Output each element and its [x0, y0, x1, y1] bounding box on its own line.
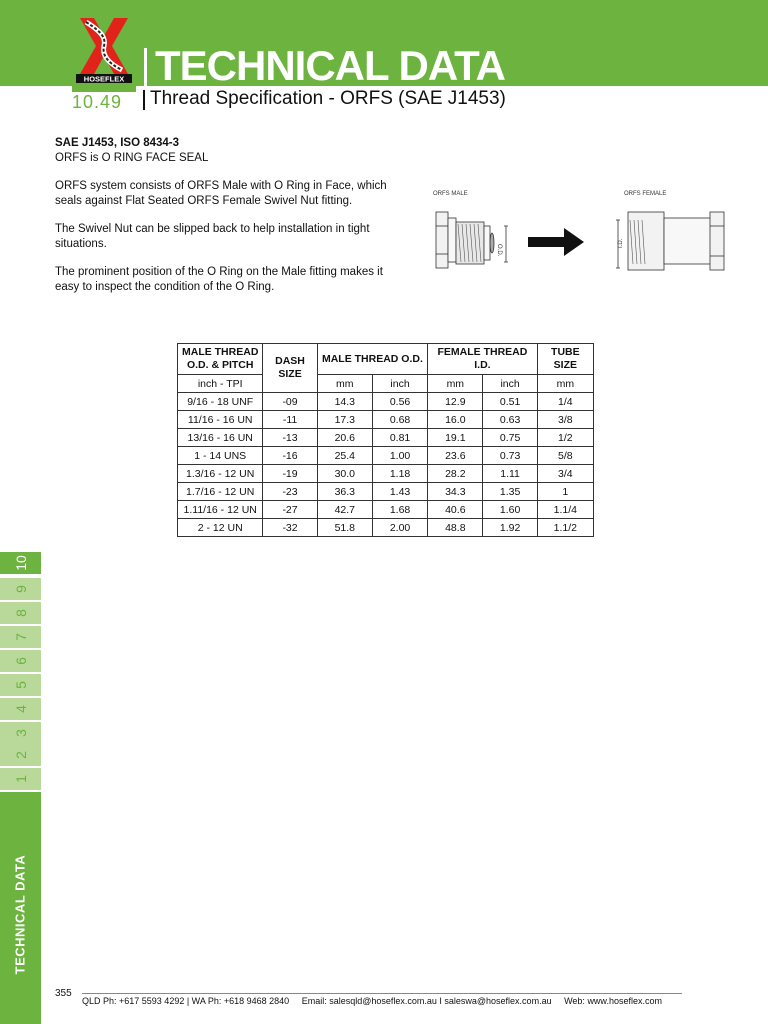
chapter-tab-7[interactable]: 7	[0, 626, 41, 648]
cell: 1.7/16 - 12 UN	[178, 483, 263, 501]
table-row	[178, 429, 594, 447]
subtitle-divider	[143, 90, 145, 110]
cell: 0.75	[483, 429, 537, 447]
cell: 1.11	[483, 465, 537, 483]
cell: 1/4	[537, 393, 593, 411]
definition-line: ORFS is O RING FACE SEAL	[55, 151, 209, 164]
cell: -16	[263, 447, 317, 465]
cell: 0.56	[372, 393, 427, 411]
cell: 19.1	[428, 429, 483, 447]
orfs-male-fitting	[436, 212, 508, 268]
cell: 48.8	[428, 519, 483, 537]
cell: 1/2	[537, 429, 593, 447]
cell: -09	[263, 393, 317, 411]
cell: -27	[263, 501, 317, 519]
cell: 42.7	[317, 501, 372, 519]
unit-cell: inch	[483, 375, 537, 393]
cell: 1.43	[372, 483, 427, 501]
cell: 3/8	[537, 411, 593, 429]
cell: -23	[263, 483, 317, 501]
orfs-diagram	[428, 186, 728, 276]
cell: -32	[263, 519, 317, 537]
cell: -11	[263, 411, 317, 429]
cell: 23.6	[428, 447, 483, 465]
chapter-tab-3[interactable]: 3	[0, 722, 41, 744]
cell: 1.60	[483, 501, 537, 519]
chapter-tab-6[interactable]: 6	[0, 650, 41, 672]
cell: 20.6	[317, 429, 372, 447]
chapter-tab-4[interactable]: 4	[0, 698, 41, 720]
cell: 36.3	[317, 483, 372, 501]
cell: 1.11/16 - 12 UN	[178, 501, 263, 519]
standards-line: SAE J1453, ISO 8434-3	[55, 137, 180, 149]
cell: 25.4	[317, 447, 372, 465]
footer-phones: QLD Ph: +617 5593 4292 | WA Ph: +618 9468 2840	[82, 996, 290, 1006]
cell: -13	[263, 429, 317, 447]
cell: 30.0	[317, 465, 372, 483]
female-id-dimension: I.D.	[618, 238, 624, 248]
cell: 28.2	[428, 465, 483, 483]
cell: 0.63	[483, 411, 537, 429]
orfs-female-fitting	[616, 212, 724, 270]
cell: -19	[263, 465, 317, 483]
cell: 1.1/2	[537, 519, 593, 537]
side-section-label: TECHNICAL DATA	[12, 854, 28, 975]
page-number: 355	[55, 988, 72, 999]
unit-cell: mm	[428, 375, 483, 393]
footer-rule	[82, 993, 682, 994]
table-row	[178, 519, 594, 537]
chapter-tab-5[interactable]: 5	[0, 674, 41, 696]
cell: 1.68	[372, 501, 427, 519]
thread-spec-table	[177, 343, 594, 537]
header-female-id: FEMALE THREAD I.D.	[428, 344, 538, 375]
cell: 0.73	[483, 447, 537, 465]
hoseflex-logo	[72, 12, 136, 92]
cell: 2.00	[372, 519, 427, 537]
cell: 0.68	[372, 411, 427, 429]
cell: 1.3/16 - 12 UN	[178, 465, 263, 483]
orfs-female-label: ORFS FEMALE	[624, 191, 667, 197]
cell: 1.18	[372, 465, 427, 483]
cell: 13/16 - 16 UN	[178, 429, 263, 447]
cell: 0.51	[483, 393, 537, 411]
table-row	[178, 465, 594, 483]
chapter-tab-1[interactable]: 1	[0, 768, 41, 790]
cell: 1.92	[483, 519, 537, 537]
cell: 40.6	[428, 501, 483, 519]
cell: 34.3	[428, 483, 483, 501]
cell: 1.1/4	[537, 501, 593, 519]
intro-paragraph-1: ORFS system consists of ORFS Male with O Ring in Face, which seals against Flat Seated ORFS Female Swivel Nut fitting.	[55, 180, 387, 207]
logo-wordmark: HOSEFLEX	[83, 74, 125, 84]
cell: 3/4	[537, 465, 593, 483]
table-header-row	[178, 344, 594, 375]
table-row	[178, 393, 594, 411]
cell: 9/16 - 18 UNF	[178, 393, 263, 411]
table-units-row	[178, 375, 594, 393]
unit-cell: mm	[317, 375, 372, 393]
orfs-male-label: ORFS MALE	[433, 191, 468, 197]
chapter-tab-10[interactable]: 10	[0, 552, 41, 574]
table-row	[178, 501, 594, 519]
cell: 1	[537, 483, 593, 501]
header-male-thread: MALE THREAD O.D. & PITCH	[178, 344, 263, 375]
table-row	[178, 483, 594, 501]
direction-arrow	[528, 228, 584, 256]
cell: 2 - 12 UN	[178, 519, 263, 537]
footer-web[interactable]: Web: www.hoseflex.com	[564, 996, 662, 1006]
male-od-dimension: O.D.	[496, 244, 502, 257]
table-row	[178, 411, 594, 429]
section-number: 10.49	[72, 92, 123, 112]
header-male-od: MALE THREAD O.D.	[317, 344, 428, 375]
unit-cell: inch	[372, 375, 427, 393]
cell: 5/8	[537, 447, 593, 465]
header-tube-size: TUBE SIZE	[537, 344, 593, 375]
page-subtitle: Thread Specification - ORFS (SAE J1453)	[150, 88, 506, 109]
chapter-tab-9[interactable]: 9	[0, 578, 41, 600]
footer-contact	[82, 996, 662, 1006]
cell: 0.81	[372, 429, 427, 447]
chapter-tab-2[interactable]: 2	[0, 744, 41, 766]
cell: 17.3	[317, 411, 372, 429]
cell: 51.8	[317, 519, 372, 537]
cell: 1 - 14 UNS	[178, 447, 263, 465]
chapter-tab-8[interactable]: 8	[0, 602, 41, 624]
cell: 11/16 - 16 UN	[178, 411, 263, 429]
cell: 12.9	[428, 393, 483, 411]
intro-paragraph-3: The prominent position of the O Ring on the Male fitting makes it easy to inspect the condition of the O Ring.	[55, 266, 383, 293]
cell: 16.0	[428, 411, 483, 429]
intro-text	[55, 136, 400, 294]
header-dash-size: DASH SIZE	[263, 344, 317, 393]
cell: 1.35	[483, 483, 537, 501]
cell: 1.00	[372, 447, 427, 465]
footer-email[interactable]: Email: salesqld@hoseflex.com.au I saleswa@hoseflex.com.au	[301, 996, 552, 1006]
page-title: TECHNICAL DATA	[155, 42, 505, 89]
intro-paragraph-2: The Swivel Nut can be slipped back to help installation in tight situations.	[55, 223, 370, 250]
unit-cell: mm	[537, 375, 593, 393]
header-divider	[144, 48, 147, 86]
table-row	[178, 447, 594, 465]
cell: 14.3	[317, 393, 372, 411]
unit-cell: inch - TPI	[178, 375, 263, 393]
